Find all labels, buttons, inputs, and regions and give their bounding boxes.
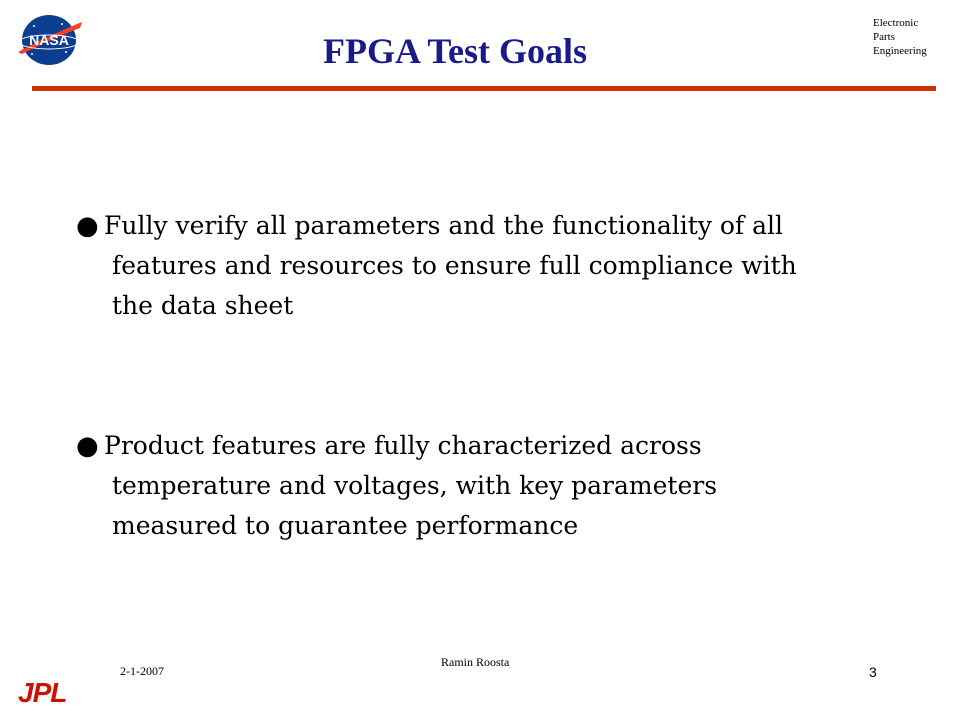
- jpl-logo: [16, 676, 82, 706]
- bullet-dot-icon: ●: [76, 431, 99, 461]
- bullet-item: [72, 426, 892, 546]
- department-line: Engineering: [873, 45, 927, 57]
- page-number: 3: [869, 664, 877, 680]
- title-divider: [32, 86, 936, 91]
- department-label: [873, 16, 927, 58]
- nasa-logo-text: NASA: [29, 32, 69, 48]
- department-line: Parts: [873, 31, 895, 43]
- bullet-line: features and resources to ensure full compliance with: [112, 251, 797, 280]
- bullet-text: [72, 206, 892, 326]
- bullet-item: [72, 206, 892, 326]
- footer-author: Ramin Roosta: [441, 655, 510, 669]
- footer-date: 2-1-2007: [120, 664, 164, 678]
- bullet-line: temperature and voltages, with key parameters: [112, 471, 718, 500]
- department-line: Electronic: [873, 17, 919, 29]
- jpl-logo-text: JPL: [18, 677, 67, 706]
- bullet-line: Fully verify all parameters and the functionality of all: [104, 211, 784, 240]
- bullet-line: Product features are fully characterized across: [104, 431, 702, 460]
- slide-title: FPGA Test Goals: [322, 31, 588, 71]
- bullet-line: measured to guarantee performance: [112, 511, 579, 540]
- bullet-line: the data sheet: [112, 291, 294, 320]
- bullet-dot-icon: ●: [76, 211, 99, 241]
- bullet-text: [72, 426, 892, 546]
